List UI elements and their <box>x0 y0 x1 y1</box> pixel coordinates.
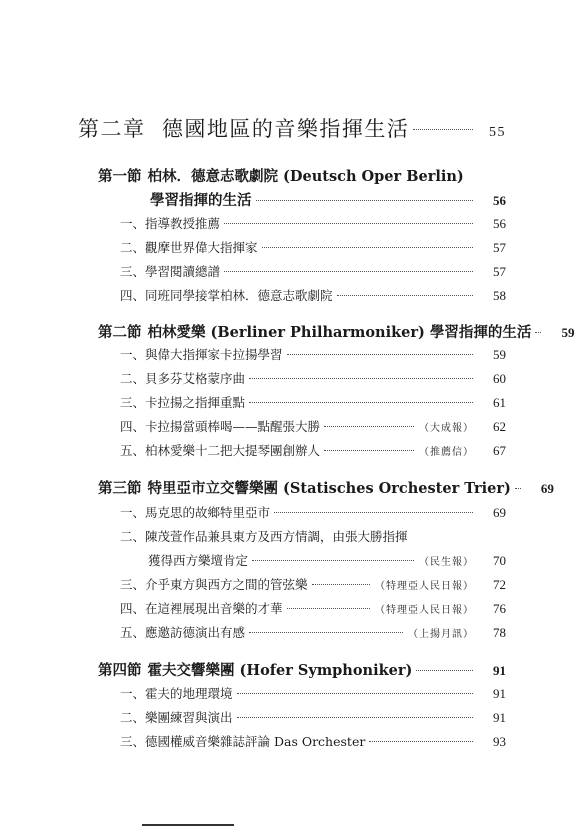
entry-page-number: 76 <box>493 601 506 616</box>
chapter-page-number: 55 <box>489 125 506 140</box>
entry-title: 四、在這裡展現出音樂的才華 <box>120 601 283 616</box>
section-title-cont: 學習指揮的生活 <box>150 192 252 209</box>
section-label: 第三節 <box>98 480 142 497</box>
dot-leader <box>337 295 473 296</box>
section-1-heading-cont <box>150 189 506 210</box>
section-page-number: 69 <box>540 481 554 496</box>
entry-page-number: 91 <box>493 710 506 725</box>
entry-page-number: 70 <box>493 553 506 568</box>
entry-title: 二、貝多芬艾格蒙序曲 <box>120 371 246 386</box>
toc-entry <box>120 732 506 750</box>
dot-leader <box>224 271 473 272</box>
entry-title: 三、德國權威音樂雜誌評論 Das Orchester <box>120 734 366 749</box>
toc-entry <box>120 262 506 280</box>
entry-title: 一、與偉大指揮家卡拉揚學習 <box>120 347 283 362</box>
dot-leader <box>287 608 370 609</box>
section-page-number: 59 <box>561 325 574 340</box>
dot-leader <box>237 693 473 694</box>
chapter-title-text <box>78 113 409 143</box>
entry-page-number: 69 <box>493 505 506 520</box>
dot-leader <box>237 717 473 718</box>
section-2-title-text <box>98 321 531 342</box>
entry-page-number: 78 <box>493 625 506 640</box>
toc-entry <box>120 286 506 304</box>
entry-page-number: 60 <box>493 371 506 386</box>
entry-page-number: 93 <box>493 734 506 749</box>
dot-leader <box>515 488 521 489</box>
section-title: 特里亞市立交響樂團 (Statisches Orchester Trier) <box>147 480 511 497</box>
entry-page-number: 58 <box>493 288 506 303</box>
section-3-heading <box>98 477 554 498</box>
section-title: 柏林．德意志歌劇院 (Deutsch Oper Berlin) <box>147 168 464 185</box>
entry-title: 一、馬克思的故鄉特里亞市 <box>120 505 271 520</box>
section-4-title-text <box>98 659 412 680</box>
entry-source: （上揚月訊） <box>408 629 474 640</box>
dot-leader <box>256 200 474 201</box>
toc-entry <box>120 684 506 702</box>
toc-entry <box>120 369 506 387</box>
toc-entry <box>120 441 506 459</box>
entry-page-number: 59 <box>493 347 506 362</box>
section-2-heading <box>98 321 574 342</box>
toc-entry <box>120 708 506 726</box>
entry-title: 一、霍夫的地理環境 <box>120 686 233 701</box>
toc-entry <box>120 393 506 411</box>
entry-source: （特理亞人民日報） <box>375 581 474 592</box>
dot-leader <box>413 129 473 130</box>
bottom-rule <box>142 824 234 826</box>
section-page-number: 91 <box>493 663 506 678</box>
dot-leader <box>324 450 414 451</box>
entry-title: 三、學習閱讀總譜 <box>120 264 221 279</box>
section-4-heading <box>98 659 506 680</box>
entry-title: 四、卡拉揚當頭棒喝——點醒張大勝 <box>120 419 321 434</box>
section-1-title-text <box>98 165 464 186</box>
section-label: 第二節 <box>98 324 142 341</box>
entry-title: 二、陳茂萱作品兼具東方及西方情調，由張大勝指揮 <box>120 529 408 544</box>
toc-entry <box>120 417 506 435</box>
entry-title: 五、應邀訪德演出有感 <box>120 625 246 640</box>
entry-title: 三、卡拉揚之指揮重點 <box>120 395 246 410</box>
toc-entry-cont <box>148 551 506 569</box>
chapter-title: 德國地區的音樂指揮生活 <box>161 117 410 141</box>
section-title: 霍夫交響樂團 (Hofer Symphoniker) <box>147 662 413 679</box>
section-label: 第四節 <box>98 662 142 679</box>
entry-source: （特理亞人民日報） <box>375 605 474 616</box>
section-label: 第一節 <box>98 168 142 185</box>
entry-source: （推薦信） <box>419 447 474 458</box>
section-page-number: 56 <box>493 193 506 208</box>
dot-leader <box>262 247 473 248</box>
entry-page-number: 57 <box>493 264 506 279</box>
entry-source: （大成報） <box>419 423 474 434</box>
entry-title-cont: 獲得西方樂壇肯定 <box>148 553 249 568</box>
chapter-label: 第二章 <box>78 117 146 141</box>
section-1-heading <box>98 165 506 186</box>
dot-leader <box>287 354 473 355</box>
section-3-title-text <box>98 477 511 498</box>
dot-leader <box>535 332 541 333</box>
dot-leader <box>249 632 403 633</box>
toc-entry <box>120 503 506 521</box>
dot-leader <box>416 670 473 671</box>
entry-source: （民生報） <box>419 557 474 568</box>
toc-entry <box>120 623 506 641</box>
toc-entry <box>120 599 506 617</box>
dot-leader <box>274 512 473 513</box>
dot-leader <box>249 378 473 379</box>
toc-entry <box>120 214 506 232</box>
dot-leader <box>324 426 414 427</box>
dot-leader <box>312 584 370 585</box>
entry-title: 三、介乎東方與西方之間的管弦樂 <box>120 577 308 592</box>
entry-title: 四、同班同學接掌柏林．德意志歌劇院 <box>120 288 333 303</box>
entry-page-number: 72 <box>493 577 506 592</box>
entry-page-number: 67 <box>493 443 506 458</box>
entry-page-number: 62 <box>493 419 506 434</box>
dot-leader <box>369 741 473 742</box>
dot-leader <box>224 223 473 224</box>
entry-title: 二、樂團練習與演出 <box>120 710 233 725</box>
toc-entry <box>120 345 506 363</box>
dot-leader <box>249 402 473 403</box>
toc-entry-multiline <box>120 527 506 545</box>
chapter-heading <box>78 113 506 143</box>
entry-title: 一、指導教授推薦 <box>120 216 221 231</box>
entry-title: 五、柏林愛樂十二把大提琴團創辦人 <box>120 443 321 458</box>
entry-title: 二、觀摩世界偉大指揮家 <box>120 240 258 255</box>
entry-page-number: 57 <box>493 240 506 255</box>
dot-leader <box>252 560 414 561</box>
section-title: 柏林愛樂 (Berliner Philharmoniker) 學習指揮的生活 <box>147 324 532 341</box>
toc-entry <box>120 575 506 593</box>
toc-entry <box>120 238 506 256</box>
entry-page-number: 56 <box>493 216 506 231</box>
entry-page-number: 91 <box>493 686 506 701</box>
entry-page-number: 61 <box>493 395 506 410</box>
